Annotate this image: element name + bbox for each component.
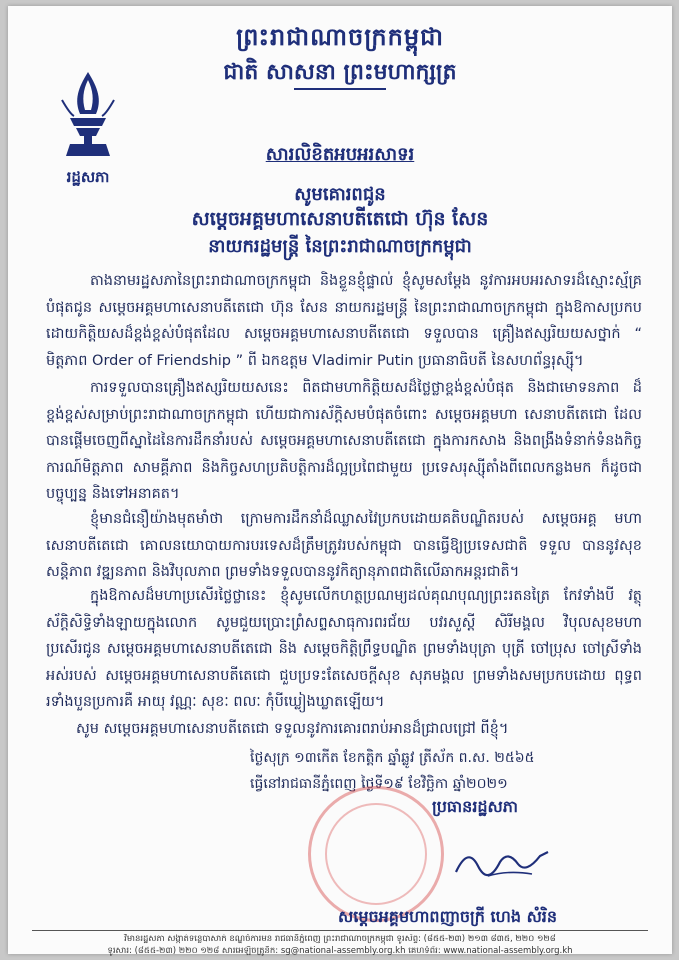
document-title: សារលិខិតអបអរសាទរ xyxy=(265,144,415,165)
motto-divider xyxy=(294,88,386,90)
footer-divider xyxy=(32,930,648,931)
paragraph-1: តាងនាមរដ្ឋសភានៃព្រះរាជាណាចក្រកម្ពុជា និងខ្លួនខ្ញុំផ្ទាល់ ខ្ញុំសូមសម្តែង នូវការអបអរសាទរដ៏ស្មោះស្ម័គ្រ បំផុតជូន សម្តេចអគ្គមហាសេនាបតីតេជោ ហ៊ុន សែន នាយករដ្ឋមន្ត្រី នៃព្រះរាជាណាចក្រកម្ពុជា ក្នុងឱកាសប្រកបដោយកិត្តិយសដ៏ខ្ពង់ខ្ពស់បំផុតដែល សម្តេចអគ្គមហាសេនាបតីតេជោ ទទួលបាន គ្រឿងឥស្សរិយយសថ្នាក់ “ មិត្តភាព Order of Friendship ” ពី ឯកឧត្តម Vladimir Putin ប្រធានាធិបតី នៃសហព័ន្ធរុស្ស៊ី។ xyxy=(46,273,642,369)
institution-label: រដ្ឋសភា xyxy=(66,168,110,186)
official-seal-icon xyxy=(308,786,444,922)
closing-paragraph: សូម សម្តេចអគ្គមហាសេនាបតីតេជោ ទទួលនូវការគោរពរាប់អានដ៏ជ្រាលជ្រៅ ពីខ្ញុំ។ xyxy=(76,721,509,737)
footer-address: វិមានរដ្ឋសភា សង្កាត់ទន្លេបាសាក់ ខណ្ឌចំការមន រាជធានីភ្នំពេញ ព្រះរាជាណាចក្រកម្ពុជា ទូរស័ព្ទ: (៨៥៥-២៣) ២១៣ ៨៣៥, ២២០ ១២៨ xyxy=(124,934,556,944)
address-line-2: សម្តេចអគ្គមហាសេនាបតីតេជោ ហ៊ុន សែន xyxy=(191,208,489,230)
letter-page xyxy=(8,6,672,954)
handwritten-signature-icon xyxy=(448,836,558,886)
paragraph-2: ការទទួលបានគ្រឿងឥស្សរិយយសនេះ ពិតជាមហាកិត្តិយសដ៏ថ្លៃថ្លាខ្ពង់ខ្ពស់បំផុត និងជាមោទនភាព ដ៏ខ្ពង់ខ្ពស់សម្រាប់ព្រះរាជាណាចក្រកម្ពុជា ហើយជាការស័ក្តិសមបំផុតចំពោះ សម្តេចអគ្គមហា សេនាបតីតេជោ ដែលបានផ្តើមចេញពីស្នាដៃនៃការដឹកនាំរបស់ សម្តេចអគ្គមហាសេនាបតីតេជោ ក្នុងការកសាង និងពង្រឹងទំនាក់ទំនងកិច្ចការណ៍មិត្តភាព សាមគ្គីភាព និងកិច្ចសហប្រតិបត្តិការដ៏ល្អប្រពៃជាមួយ ប្រទេសរុស្ស៊ីតាំងពីពេលកន្លងមក ក៏ដូចជាបច្ចុប្បន្ន និងទៅអនាគត។ xyxy=(46,380,642,502)
paragraph-4: ក្នុងឱកាសដ៏មហាប្រសើរថ្លៃថ្លានេះ ខ្ញុំសូមលើកហត្ថប្រណម្យដល់គុណបុណ្យព្រះរតនត្រៃ កែវទាំងបី វត្ថុស័ក្តិសិទ្ធិទាំងឡាយក្នុងលោក សូមជួយប្រោះព្រំសព្ទសាធុការពរជ័យ បវរសួស្តី សិរីមង្គល វិបុលសុខមហា ប្រសើរជូន សម្តេចអគ្គមហាសេនាបតីតេជោ និង សម្តេចកិត្តិព្រឹទ្ធបណ្ឌិត ព្រមទាំងបុត្រា បុត្រី ចៅប្រុស ចៅស្រីទាំងអស់របស់ សម្តេចអគ្គមហាសេនាបតីតេជោ ជួបប្រទះតែសេចក្តីសុខ សុភមង្គល ព្រមទាំងសមប្រកបដោយ ពុទ្ធពរទាំងបួនប្រការគឺ អាយុ វណ្ណៈ សុខៈ ពលៈ កុំបីឃ្លៀងឃ្លាតឡើយ។ xyxy=(46,588,642,710)
national-motto: ជាតិ សាសនា ព្រះមហាក្សត្រ xyxy=(223,60,457,85)
address-line-1: សូមគោរពជូន xyxy=(294,184,386,205)
solar-date: ធ្វើនៅរាជធានីភ្នំពេញ ថ្ងៃទី១៩ ខែវិច្ឆិកា ឆ្នាំ២០២១ xyxy=(250,776,508,792)
lunar-date: ថ្ងៃសុក្រ ១៣កើត ខែកត្តិក ឆ្នាំឆ្លូវ ត្រីស័ក ព.ស. ២៥៦៥ xyxy=(250,750,535,766)
kingdom-heading: ព្រះរាជាណាចក្រកម្ពុជា xyxy=(236,23,444,51)
address-line-3: នាយករដ្ឋមន្ត្រី នៃព្រះរាជាណាចក្រកម្ពុជា xyxy=(208,236,472,257)
signer-role: ប្រធានរដ្ឋសភា xyxy=(432,797,519,816)
footer-contact: ទូរសារ: (៨៥៥-២៣) ២២០ ១២៨ សារអេឡិចត្រូនិក: sg@national-assembly.org.kh គេហទំព័រ: www.national-assembly.org.kh xyxy=(107,946,573,956)
signer-name: សម្តេចអគ្គមហាពញាចក្រី ហេង សំរិន xyxy=(338,907,558,926)
paragraph-3: ខ្ញុំមានជំនឿយ៉ាងមុតមាំថា ក្រោមការដឹកនាំដ៏ឈ្លាសវៃប្រកបដោយគតិបណ្ឌិតរបស់ សម្តេចអគ្គ មហាសេនាបតីតេជោ គោលនយោបាយការបរទេសដ៏ត្រឹមត្រូវរបស់កម្ពុជា បានធ្វើឱ្យប្រទេសជាតិ ទទួល បាននូវសុខសន្តិភាព វឌ្ឍនភាព និងវិបុលភាព ព្រមទាំងទទួលបាននូវកិត្យានុភាពជាតិលើឆាកអន្តរជាតិ។ xyxy=(46,511,642,580)
